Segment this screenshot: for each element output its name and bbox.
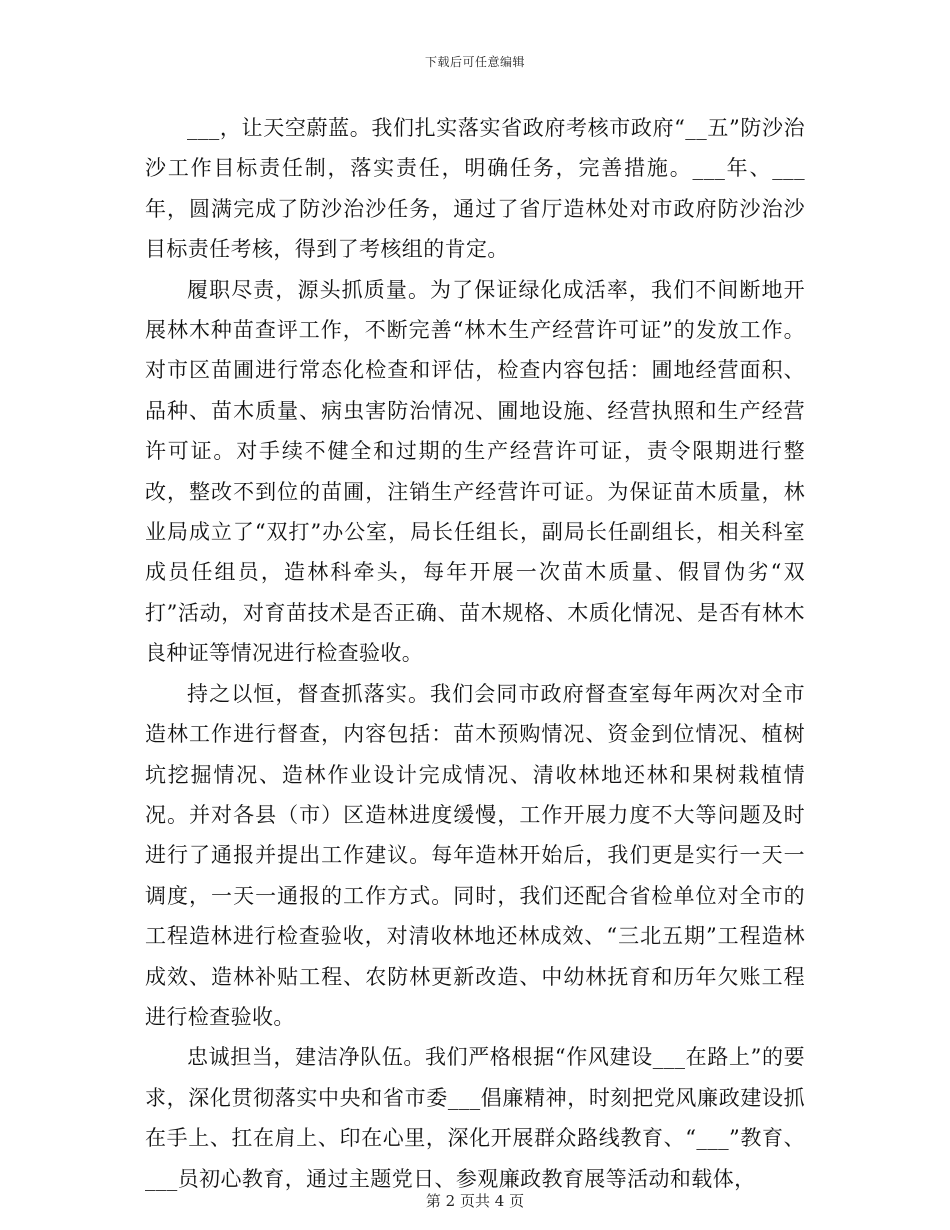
paragraph-4: 忠诚担当，建洁净队伍。我们严格根据“作风建设___在路上”的要求，深化贯彻落实中央和省市委___倡廉精神，时刻把党风廉政建设抓在手上、扛在肩上、印在心里，深化开展群众路线教育、“___”教育、___员初心教育，通过主题党日、参观廉政教育展等活动和载体， — [145, 1045, 805, 1191]
paragraph-2: 履职尽责，源头抓质量。为了保证绿化成活率，我们不间断地开展林木种苗查评工作，不断完善“林木生产经营许可证”的发放工作。对市区苗圃进行常态化检查和评估，检查内容包括：圃地经营面积、品种、苗木质量、病虫害防治情况、圃地设施、经营执照和生产经营许可证。对手续不健全和过期的生产经营许可证，责令限期进行整改，整改不到位的苗圃，注销生产经营许可证。为保证苗木质量，林业局成立了“双打”办公室，局长任组长，副局长任副组长，相关科室成员任组员，造林科牵头，每年开展一次苗木质量、假冒伪劣“双打”活动，对育苗技术是否正确、苗木规格、木质化情况、是否有林木良种证等情况进行检查验收。 — [145, 277, 805, 666]
document-body — [145, 108, 805, 1199]
paragraph-1: ___，让天空蔚蓝。我们扎实落实省政府考核市政府“__五”防沙治沙工作目标责任制，落实责任，明确任务，完善措施。___年、___年，圆满完成了防沙治沙任务，通过了省厅造林处对市政府防沙治沙目标责任考核，得到了考核组的肯定。 — [145, 116, 805, 262]
page-header: 下载后可任意编辑 — [424, 55, 525, 69]
paragraph-3: 持之以恒，督查抓落实。我们会同市政府督查室每年两次对全市造林工作进行督查，内容包括：苗木预购情况、资金到位情况、植树坑挖掘情况、造林作业设计完成情况、清收林地还林和果树栽植情况。并对各县（市）区造林进度缓慢，工作开展力度不大等问题及时进行了通报并提出工作建议。每年造林开始后，我们更是实行一天一调度，一天一通报的工作方式。同时，我们还配合省检单位对全市的工程造林进行检查验收，对清收林地还林成效、“三北五期”工程造林成效、造林补贴工程、农防林更新改造、中幼林抚育和历年欠账工程进行检查验收。 — [145, 681, 805, 1029]
page-footer: 第 2 页共 4 页 — [425, 1192, 525, 1210]
